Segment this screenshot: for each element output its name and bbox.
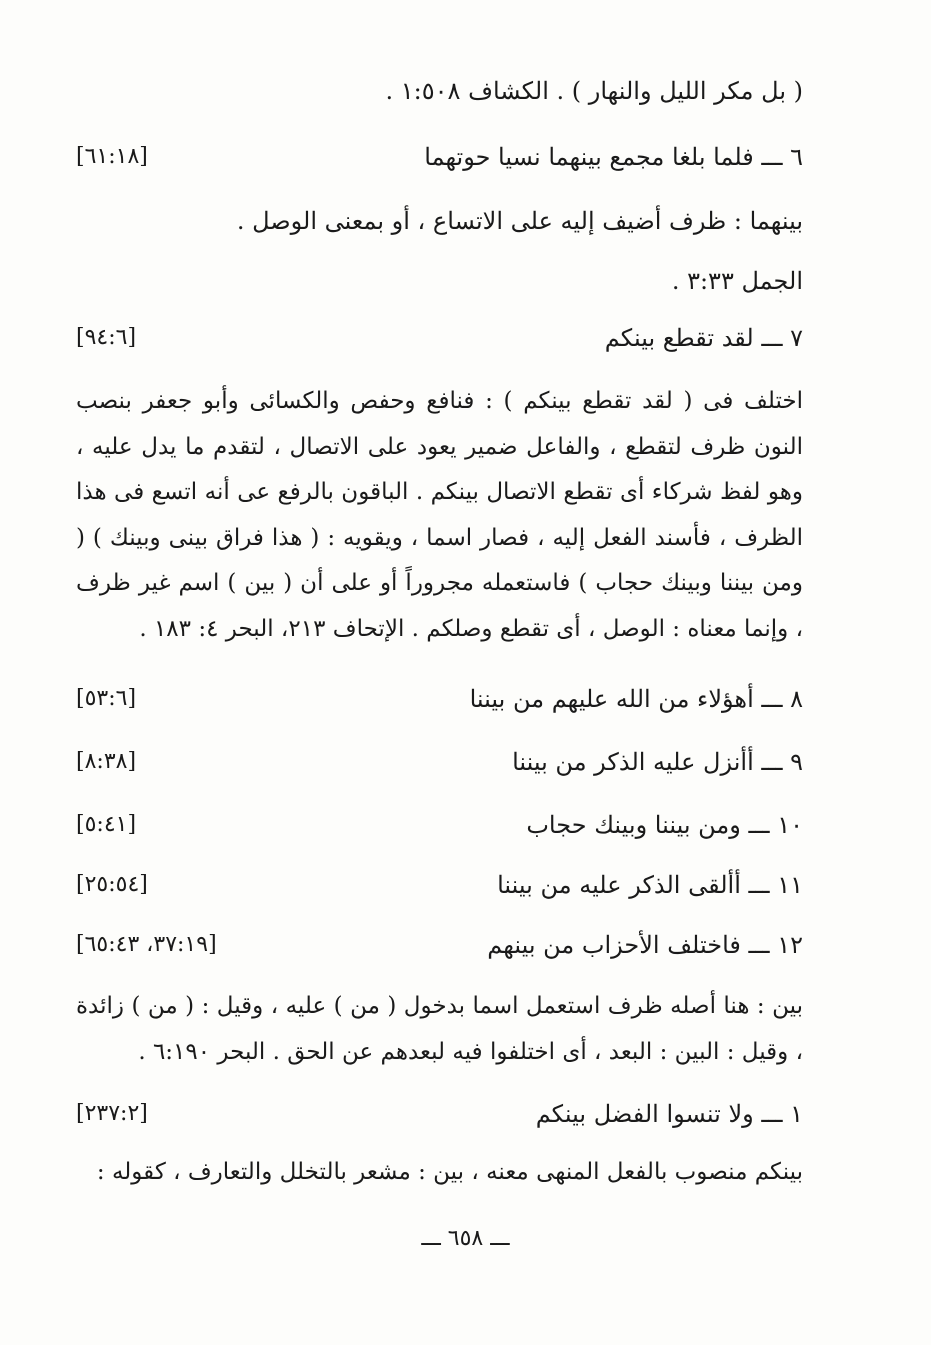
- commentary-paragraph: بين : هنا أصله ظرف استعمل اسما بدخول ( من ) عليه ، وقيل : ( من ) زائدة ، وقيل : البين : البعد ، أى اختلفوا فيه لبعدهم عن الحق . البحر ٦:١٩٠ .: [76, 993, 803, 1065]
- verse-entry: [76, 745, 803, 781]
- verse-text: ٧ ـــ لقد تقطع بينكم: [604, 324, 803, 352]
- verse-reference: [٣٧:١٩، ٦٥:٤٣]: [76, 932, 217, 957]
- verse-entry: [76, 868, 803, 904]
- verse-text: ٨ ـــ أهؤلاء من الله عليهم من بيننا: [469, 685, 803, 713]
- verse-reference: [٥:٤١]: [76, 812, 137, 837]
- verse-reference: [٢٣٧:٢]: [76, 1101, 148, 1126]
- verse-reference: [٥٣:٦]: [76, 686, 137, 711]
- bayn-note: بينهما : ظرف أضيف إليه على الاتساع ، أو بمعنى الوصل .: [236, 207, 803, 235]
- commentary-paragraph: اختلف فى ( لقد تقطع بينكم ) : فنافع وحفص والكسائى وأبو جعفر بنصب النون ظرف لتقطع ، والفاعل ضمير يعود على الاتصال ، لتقدم ما يدل عليه ، وهو لفظ شركاء أى تقطع الاتصال بينكم . الباقون بالرفع عى أنه اتسع فى هذا الظرف ، فأسند الفعل إليه ، فصار اسما ، ويقويه : ( هذا فراق بينى وبينك ) ( ومن بيننا وبينك حجاب ) فاستعمله مجروراً أو على أن ( بين ) اسم غير ظرف ، وإنما معناه : الوصل ، أى تقطع وصلكم . الإتحاف ٢١٣، البحر ٤: ١٨٣ .: [76, 388, 803, 642]
- verse-reference: [٢٥:٥٤]: [76, 872, 148, 897]
- verse-reference: [٩٤:٦]: [76, 325, 137, 350]
- verse-reference: [٨:٣٨]: [76, 749, 137, 774]
- verse-entry: [76, 808, 803, 844]
- verse-text: ٩ ـــ أأنزل عليه الذكر من بيننا: [512, 748, 803, 776]
- verse-entry: [76, 1097, 803, 1133]
- verse-text: ١ ـــ ولا تنسوا الفضل بينكم: [535, 1100, 803, 1128]
- commentary-paragraph: بينكم منصوب بالفعل المنهى معنه ، بين : مشعر بالتخلل والتعارف ، كقوله :: [96, 1159, 803, 1185]
- verse-entry: [76, 928, 803, 964]
- verse-reference: [٦١:١٨]: [76, 144, 148, 169]
- verse-entry: [76, 140, 803, 176]
- verse-text: ١٢ ـــ فاختلف الأحزاب من بينهم: [487, 931, 803, 959]
- kashshaf-citation-line: ( بل مكر الليل والنهار ) . الكشاف ١:٥٠٨ .: [385, 77, 803, 105]
- verse-text: ١٠ ـــ ومن بيننا وبينك حجاب: [526, 811, 803, 839]
- verse-entry: [76, 321, 803, 357]
- verse-text: ٦ ـــ فلما بلغا مجمع بينهما نسيا حوتهما: [424, 143, 803, 171]
- page-number: ـــ ٦٥٨ ـــ: [421, 1226, 510, 1251]
- jamal-citation: الجمل ٣:٣٣ .: [671, 267, 803, 295]
- verse-entry: [76, 682, 803, 718]
- verse-text: ١١ ـــ أألقى الذكر عليه من بيننا: [497, 871, 803, 899]
